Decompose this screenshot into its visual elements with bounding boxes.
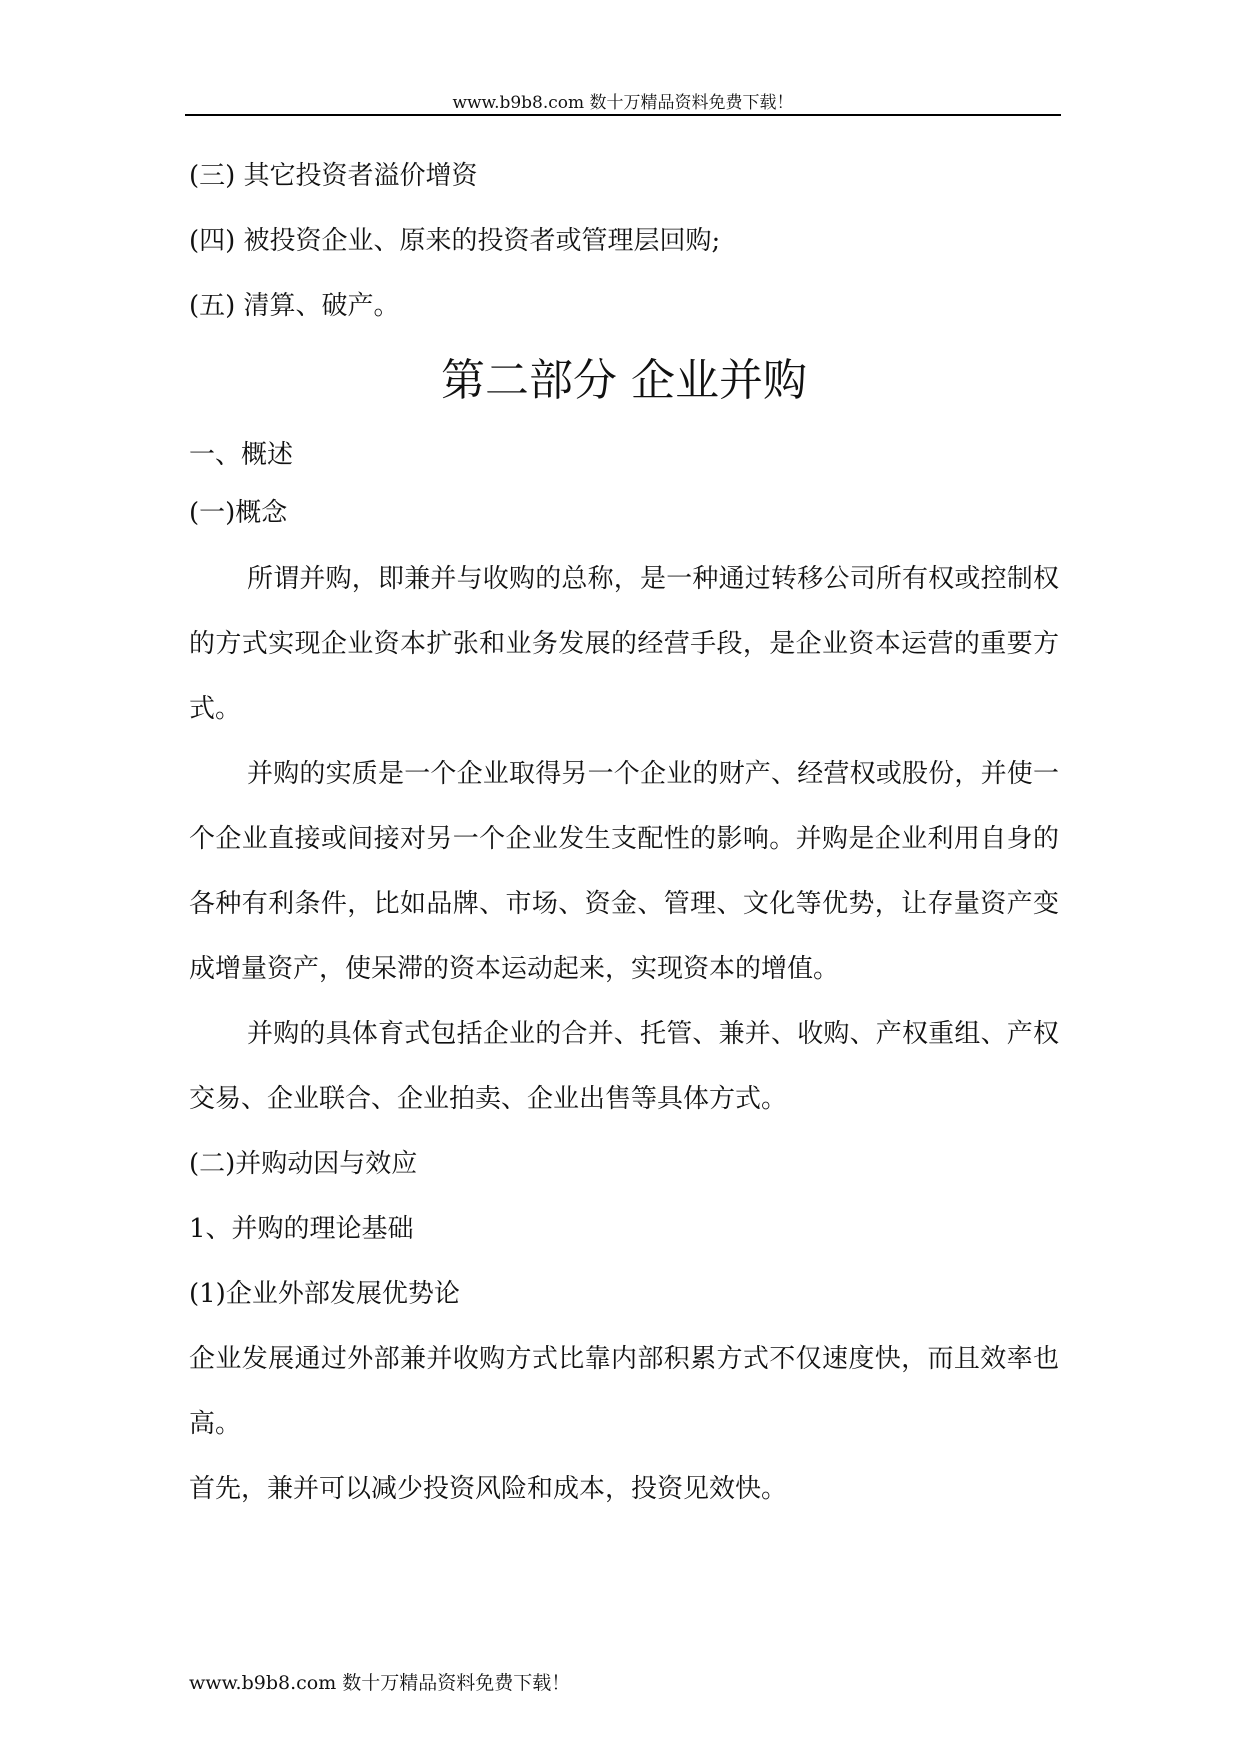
- list-item-4: (四) 被投资企业、原来的投资者或管理层回购;: [189, 226, 721, 256]
- heading-external-advantage: (1)企业外部发展优势论: [189, 1279, 460, 1309]
- paragraph-methods: 并购的具体育式包括企业的合并、托管、兼并、收购、产权重组、产权交易、企业联合、企业拍卖、企业出售等具体方式。: [189, 1019, 1059, 1114]
- list-item-3: (三) 其它投资者溢价增资: [189, 161, 478, 191]
- paragraph-first-point: 首先，兼并可以减少投资风险和成本，投资见效快。: [189, 1474, 788, 1504]
- heading-motives: (二)并购动因与效应: [189, 1149, 418, 1179]
- page-footer: www.b9b8.com 数十万精品资料免费下载！: [189, 1672, 571, 1694]
- page-header: www.b9b8.com 数十万精品资料免费下载！: [452, 93, 794, 113]
- heading-overview: 一、概述: [189, 440, 294, 470]
- heading-theory: 1、并购的理论基础: [189, 1214, 414, 1244]
- paragraph-external-growth: 企业发展通过外部兼并收购方式比靠内部积累方式不仅速度快，而且效率也高。: [189, 1344, 1059, 1439]
- section-title: 第二部分 企业并购: [441, 355, 807, 406]
- header-divider: [185, 114, 1061, 116]
- document-body: [189, 158, 1059, 1522]
- heading-concept: (一)概念: [189, 498, 288, 528]
- paragraph-essence: 并购的实质是一个企业取得另一个企业的财产、经营权或股份，并使一个企业直接或间接对另一个企业发生支配性的影响。并购是企业利用自身的各种有利条件，比如品牌、市场、资金、管理、文化等优势，让存量资产变成增量资产，使呆滞的资本运动起来，实现资本的增值。: [189, 759, 1059, 984]
- list-item-5: (五) 清算、破产。: [189, 291, 400, 321]
- paragraph-definition: 所谓并购，即兼并与收购的总称，是一种通过转移公司所有权或控制权的方式实现企业资本扩张和业务发展的经营手段，是企业资本运营的重要方式。: [189, 564, 1059, 724]
